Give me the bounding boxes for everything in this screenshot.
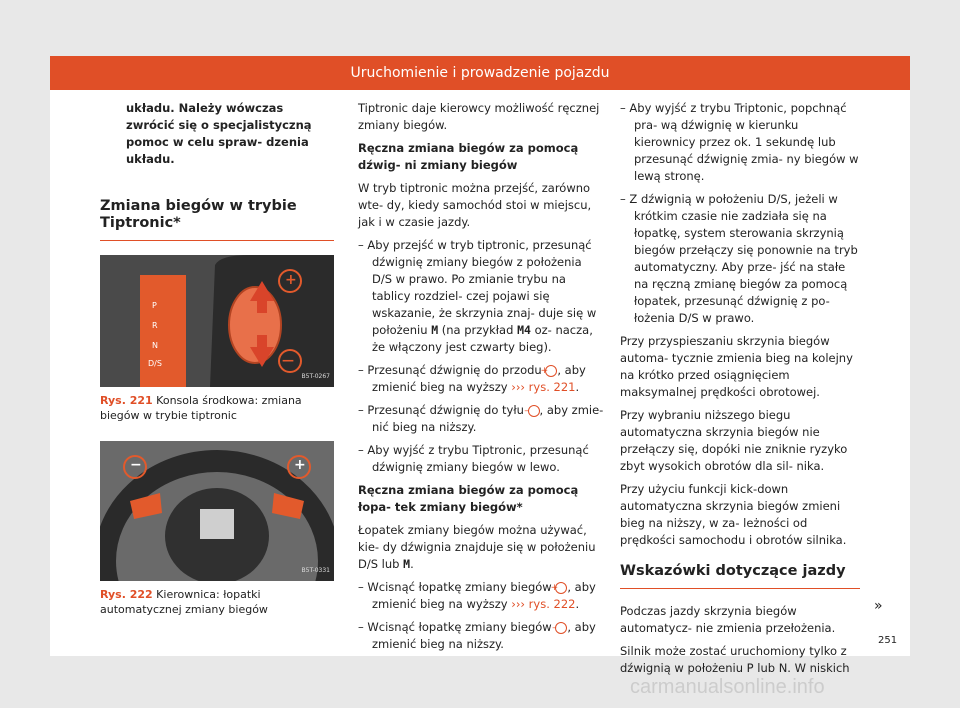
- list-item: – Przesunąć dźwignię do przodu + , aby zmienić bieg na wyższy ››› rys. 221.: [358, 363, 586, 394]
- plus-key-icon: +: [545, 365, 557, 377]
- plus-icon: +: [294, 457, 306, 473]
- minus-key-icon: –: [555, 622, 567, 634]
- figure-number: Rys. 221: [100, 394, 153, 407]
- figure-caption-text: Konsola środkowa: zmiana biegów w trybie tiptronic: [100, 394, 302, 422]
- minus-key-icon: –: [528, 405, 540, 417]
- gear-label-r: R: [152, 321, 158, 330]
- figure-steering-wheel: [100, 441, 334, 581]
- minus-icon: —: [282, 353, 294, 367]
- figure-number: Rys. 222: [100, 588, 153, 601]
- list-item: – Aby wyjść z trybu Tiptronic, przesunąć dźwignię zmiany biegów w lewo.: [358, 443, 589, 474]
- subheading-lever: Ręczna zmiana biegów za pomocą dźwig- ni zmiany biegów: [358, 141, 579, 172]
- column-left: [100, 100, 334, 617]
- subheading-paddles: Ręczna zmiana biegów za pomocą łopa- tek zmiany biegów*: [358, 483, 579, 514]
- page-header: Uruchomienie i prowadzenie pojazdu: [50, 56, 910, 90]
- gear-indicator: M: [403, 557, 411, 571]
- paragraph: Przy użyciu funkcji kick-down automatyczna skrzynia biegów zmieni bieg na niższy, w za- leżności od prędkości samochodu i obrotów silnika.: [620, 482, 847, 547]
- figure-code: B5T-0267: [301, 373, 330, 380]
- minus-icon: −: [130, 457, 142, 473]
- plus-key-icon: +: [555, 582, 567, 594]
- figure-caption: [100, 393, 334, 423]
- plus-icon: +: [285, 272, 297, 288]
- figure-console: [100, 255, 334, 387]
- column-right: [620, 100, 860, 683]
- gear-indicator: M4: [517, 323, 531, 337]
- paragraph: Przy wybraniu niższego biegu automatyczna skrzynia biegów nie przełączy się, dopóki nie zniknie ryzyko zbyt wysokich obrotów dla sil- nika.: [620, 408, 848, 473]
- list-item: – Aby przejść w tryb tiptronic, przesunąć dźwignię zmiany biegów z położenia D/S w prawo. Po zmianie trybu na tablicy rozdziel- czej pojawi się wskazanie, że skrzynia znaj- duje się w położeniu M (na przykład M4 oz- nacza, że włączony jest czwarty bieg).: [358, 238, 597, 354]
- paragraph: Tiptronic daje kierowcy możliwość ręcznej zmiany biegów.: [358, 101, 600, 132]
- console-illustration: [100, 255, 334, 387]
- continue-chevron-icon: »: [874, 598, 883, 614]
- figure-caption-text: Kierownica: łopatki automatycznej zmiany biegów: [100, 588, 268, 616]
- section-title-driving-tips: Wskazówki dotyczące jazdy: [620, 563, 860, 589]
- page-number: 251: [878, 635, 898, 646]
- list-item: – Aby wyjść z trybu Triptonic, popchnąć pra- wą dźwignię w kierunku kierownicy przez ok. 1 sekundę lub przesunąć dźwignię zmia- ny biegów w lewą stronę.: [620, 101, 859, 183]
- column-middle: [358, 100, 604, 659]
- paragraph: Silnik może zostać uruchomiony tylko z dźwignią w położeniu P lub N. W niskich: [620, 644, 850, 675]
- figure-caption: [100, 587, 334, 617]
- figure-reference-link[interactable]: ››› rys. 221: [511, 380, 576, 394]
- figure-reference-link[interactable]: ››› rys. 222: [511, 597, 576, 611]
- gear-indicator: M: [431, 323, 439, 337]
- paragraph: Przy przyspieszaniu skrzynia biegów automa- tycznie zmienia bieg na kolejny na krótko przed osiągnięciem maksymalnej prędkości obrotowej.: [620, 334, 853, 399]
- section-title-tiptronic: Zmiana biegów w trybie Tiptronic*: [100, 198, 334, 241]
- watermark: carmanualsonline.info: [630, 676, 825, 698]
- gear-label-n: N: [152, 341, 158, 350]
- paragraph: W tryb tiptronic można przejść, zarówno wte- dy, kiedy samochód stoi w miejscu, jak i w czasie jazdy.: [358, 181, 592, 229]
- paragraph: Podczas jazdy skrzynia biegów automatycz- nie zmienia przełożenia.: [620, 604, 836, 635]
- paragraph: Łopatek zmiany biegów można używać, kie- dy dźwignia znajduje się w położeniu D/S lub M.: [358, 523, 596, 571]
- gear-label-p: P: [152, 301, 157, 310]
- list-item: – Wcisnąć łopatkę zmiany biegów + , aby zmienić bieg na wyższy ››› rys. 222.: [358, 580, 596, 611]
- gear-label-ds: D/S: [148, 359, 162, 368]
- list-item: – Wcisnąć łopatkę zmiany biegów – , aby zmienić bieg na niższy.: [358, 620, 596, 651]
- warning-continuation: układu. Należy wówczas zwrócić się o specjalistyczną pomoc w celu spraw- dzenia układu.: [126, 101, 312, 166]
- list-item: – Przesunąć dźwignię do tyłu – , aby zmie- nić bieg na niższy.: [358, 403, 604, 434]
- figure-code: B5T-0331: [301, 567, 330, 574]
- list-item: – Z dźwignią w położeniu D/S, jeżeli w krótkim czasie nie zadziała się na łopatkę, system sterowania skrzynią biegów przełączy się ponownie na tryb automatyczny. Aby prze- jść na stałe na ręczną zmianę biegów za pomocą łopatek, przesunąć dźwignię z po- łożenia D/S w prawo.: [620, 192, 858, 325]
